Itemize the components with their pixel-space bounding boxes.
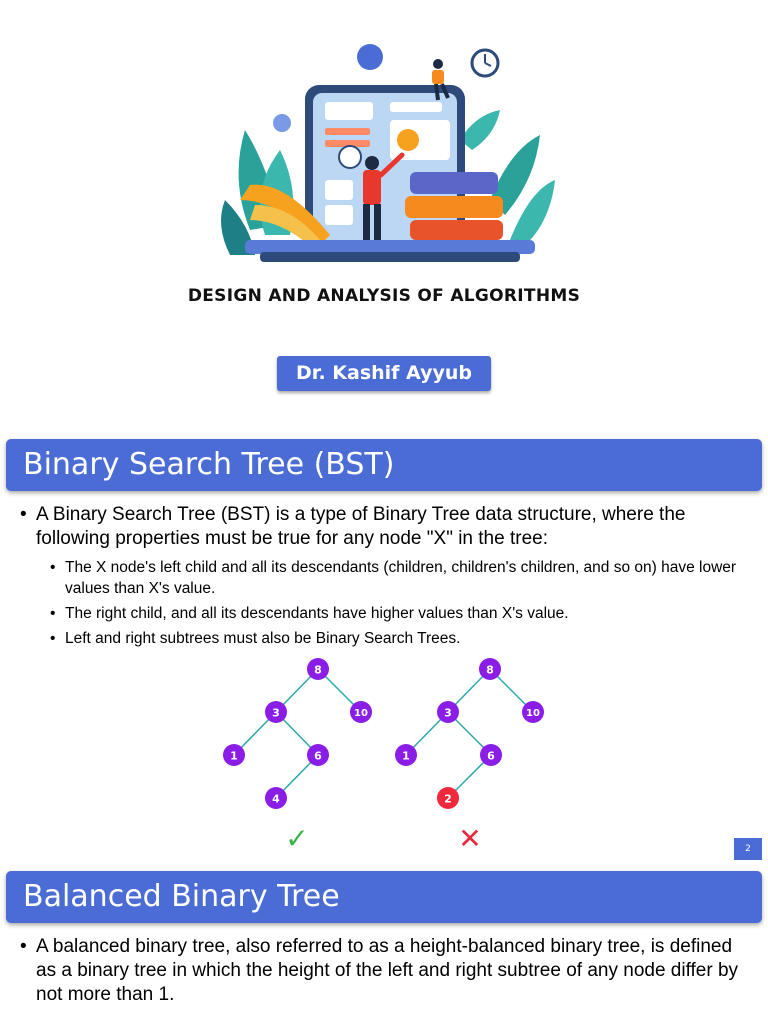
valid-tree (223, 658, 372, 855)
bst-heading: Binary Search Tree (BST) (6, 439, 762, 491)
node-label: 3 (444, 706, 452, 720)
bst-sub-bullet: • The right child, and all its descendants have higher values than X's value. (20, 603, 755, 624)
page-number: 2 (734, 838, 762, 860)
books-illustration (210, 40, 560, 265)
bst-sub-bullet: • Left and right subtrees must also be Binary Search Trees. (20, 628, 755, 649)
balanced-content (20, 935, 755, 1007)
node-label: 1 (230, 749, 238, 763)
node-label: 6 (487, 749, 495, 763)
balanced-heading: Balanced Binary Tree (6, 871, 762, 923)
author-badge: Dr. Kashif Ayyub (277, 356, 491, 391)
node-label: 10 (354, 708, 368, 719)
course-title: DESIGN AND ANALYSIS OF ALGORITHMS (187, 286, 581, 306)
node-label: 6 (314, 749, 322, 763)
balanced-bullet: • A balanced binary tree, also referred to as a height-balanced binary tree, is defined as a binary tree in which the height of the left and right subtree of any node differ by not more than 1. (20, 935, 755, 1007)
check-icon: ✓ (285, 822, 309, 855)
node-label: 2 (444, 792, 452, 806)
title-slide (0, 0, 768, 430)
invalid-tree (395, 658, 544, 855)
node-label: 8 (314, 663, 322, 677)
node-label: 8 (486, 663, 494, 677)
bst-bullet: • A Binary Search Tree (BST) is a type of Binary Tree data structure, where the following properties must be true for any node "X" in the tree: (20, 503, 755, 551)
bst-example-diagram (200, 650, 580, 860)
cross-icon: ✕ (458, 822, 482, 855)
node-label: 1 (402, 749, 410, 763)
bst-sub-bullet: • The X node's left child and all its descendants (children, children's children, and so on) have lower values than X's value. (20, 557, 755, 599)
node-label: 3 (272, 706, 280, 720)
node-label: 10 (526, 708, 540, 719)
node-label: 4 (272, 792, 280, 806)
bst-content (20, 503, 755, 649)
